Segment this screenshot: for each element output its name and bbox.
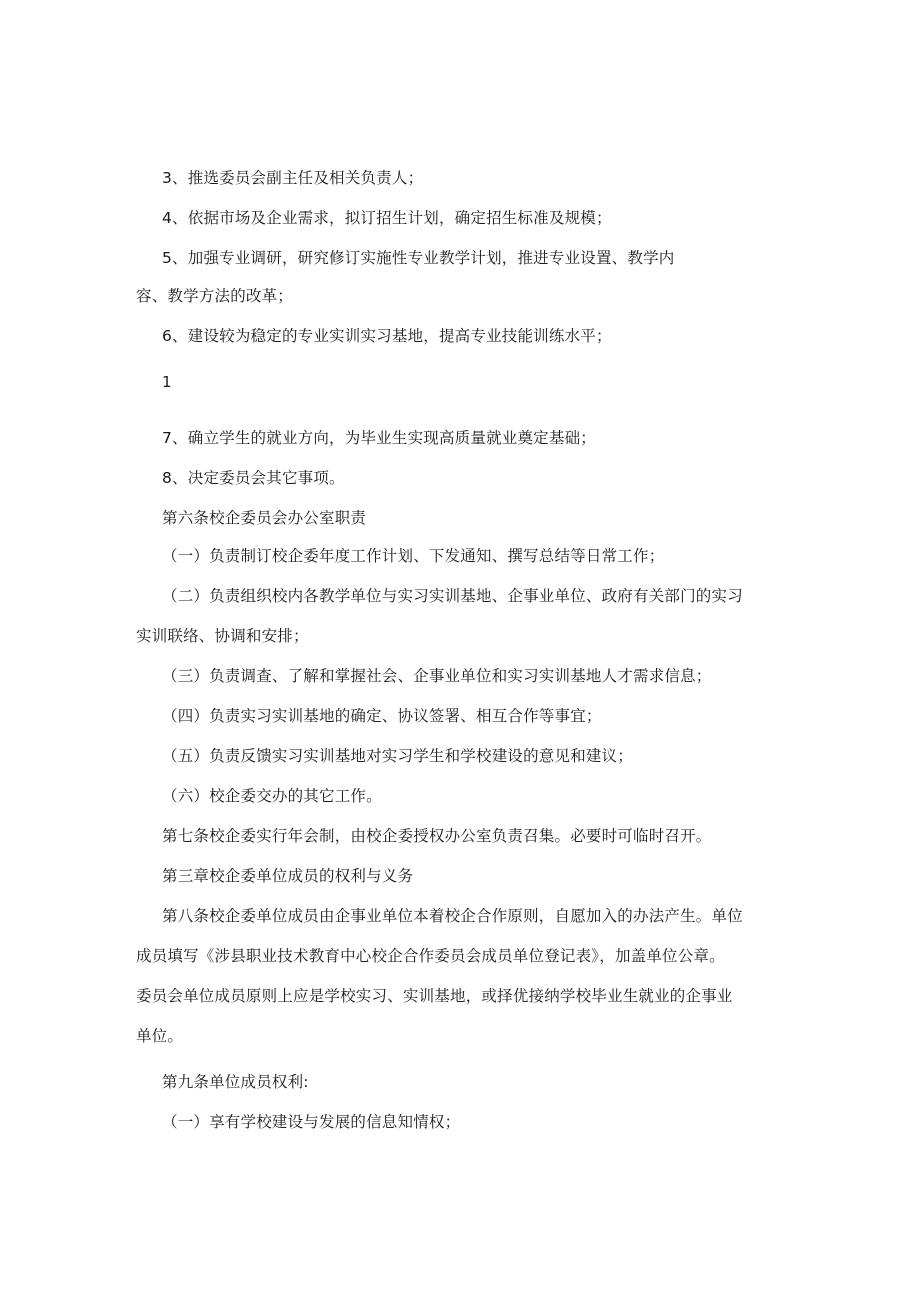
list-item-3: 3、推选委员会副主任及相关负责人； [162,169,424,187]
article-6-item-6: （六）校企委交办的其它工作。 [162,787,382,805]
list-item-5: 5、加强专业调研，研究修订实施性专业教学计划，推进专业设置、教学内 [162,249,675,267]
article-8-line-2: 成员填写《涉县职业技术教育中心校企合作委员会成员单位登记表》，加盖单位公章。 [136,947,725,965]
chapter-3-heading: 第三章校企委单位成员的权利与义务 [162,867,414,885]
article-7: 第七条校企委实行年会制，由校企委授权办公室负责召集。必要时可临时召开。 [162,827,712,845]
article-6-item-3: （三）负责调查、了解和掌握社会、企事业单位和实习实训基地人才需求信息； [162,667,712,685]
article-6-item-5: （五）负责反馈实习实训基地对实习学生和学校建设的意见和建议； [162,747,634,765]
page-number: 1 [162,373,172,391]
article-8-line-1: 第八条校企委单位成员由企事业单位本着校企合作原则，自愿加入的办法产生。单位 [162,907,743,925]
article-6-item-2-continued: 实训联络、协调和安排； [136,627,309,645]
list-item-7: 7、确立学生的就业方向，为毕业生实现高质量就业奠定基础； [162,429,596,447]
list-item-4: 4、依据市场及企业需求，拟订招生计划，确定招生标准及规模； [162,209,612,227]
article-6-item-4: （四）负责实习实训基地的确定、协议签署、相互合作等事宜； [162,707,602,725]
article-6-heading: 第六条校企委员会办公室职责 [162,509,367,527]
article-9-item-1: （一）享有学校建设与发展的信息知情权； [162,1113,461,1131]
list-item-8: 8、决定委员会其它事项。 [162,469,345,487]
article-6-item-1: （一）负责制订校企委年度工作计划、下发通知、撰写总结等日常工作； [162,547,665,565]
article-9-heading: 第九条单位成员权利: [162,1073,309,1091]
article-8-line-4: 单位。 [136,1027,184,1045]
list-item-5-continued: 容、教学方法的改革； [136,287,294,305]
article-6-item-2: （二）负责组织校内各教学单位与实习实训基地、企事业单位、政府有关部门的实习 [162,587,743,605]
list-item-6: 6、建设较为稳定的专业实训实习基地，提高专业技能训练水平； [162,327,612,345]
article-8-line-3: 委员会单位成员原则上应是学校实习、实训基地，或择优接纳学校毕业生就业的企事业 [136,987,733,1005]
